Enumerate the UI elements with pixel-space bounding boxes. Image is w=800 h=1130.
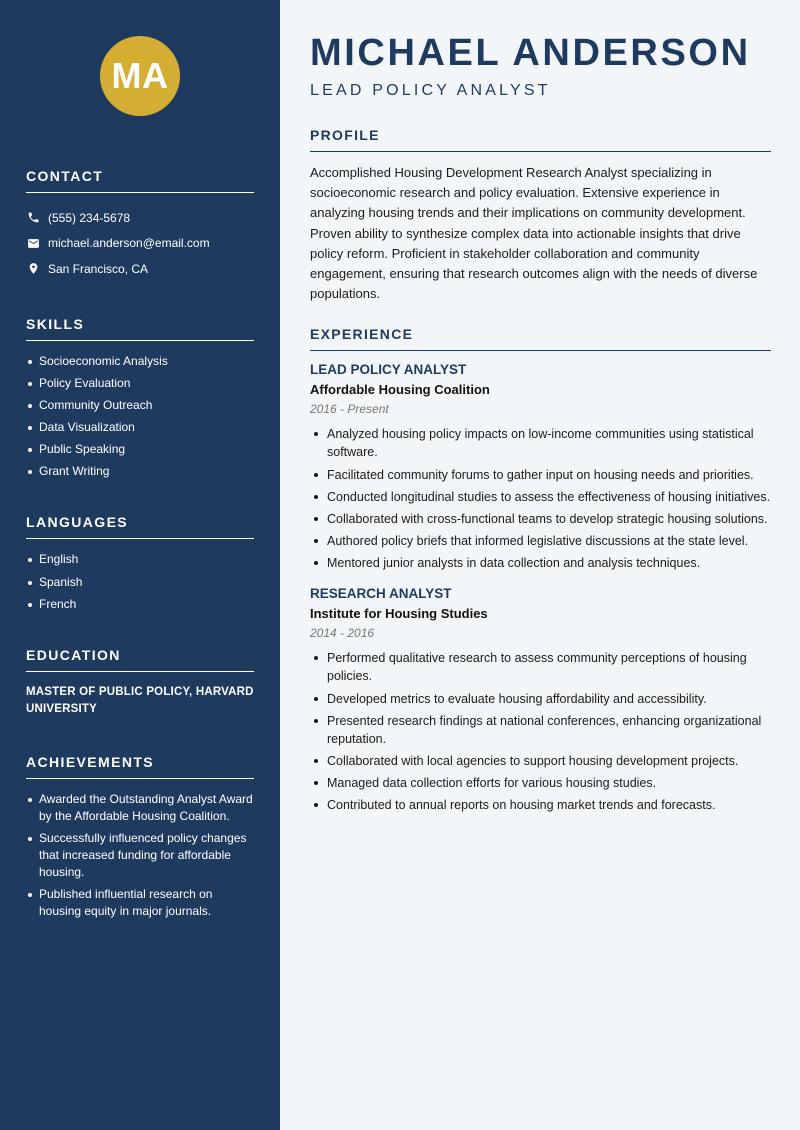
achievements-heading: ACHIEVEMENTS [26,754,254,779]
job-bullet: Facilitated community forums to gather input on housing needs and priorities. [310,466,771,484]
contact-heading: CONTACT [26,168,254,193]
profile-summary: Accomplished Housing Development Research Analyst specializing in socioeconomic research and policy evaluation. Extensive experience in analyzing housing trends and their implications on community development. Proven ability to synthesize complex data into actionable insights that drive policy reform. Proficient in stakeholder collaboration and community engagement, ensuring that research outcomes align with the needs of diverse populations. [310,165,758,302]
location-pin-icon [26,262,40,276]
education-degree: MASTER OF PUBLIC POLICY, HARVARD UNIVERSITY [26,685,254,715]
job-entry [310,586,771,814]
languages-heading: LANGUAGES [26,514,254,539]
job-dates: 2016 - Present [310,402,389,417]
job-bullet: Authored policy briefs that informed legislative discussions at the state level. [310,532,771,550]
contact-section [26,168,254,282]
contact-email[interactable] [26,231,254,257]
sidebar [0,0,280,1130]
skill-item: Data Visualization [26,419,254,436]
achievements-list [26,791,254,920]
contact-location [26,256,254,282]
profile-section [310,127,771,304]
job-title: RESEARCH ANALYST [310,586,452,602]
experience-section [310,326,771,814]
main-content [280,0,800,1130]
job-bullet: Managed data collection efforts for various housing studies. [310,774,771,792]
skills-list [26,353,254,481]
job-bullet: Developed metrics to evaluate housing affordability and accessibility. [310,690,771,708]
profile-heading: PROFILE [310,127,771,152]
contact-phone[interactable] [26,205,254,231]
education-heading: EDUCATION [26,647,254,672]
job-bullet: Contributed to annual reports on housing market trends and forecasts. [310,796,771,814]
achievements-section [26,754,254,920]
skills-heading: SKILLS [26,316,254,341]
job-bullet: Conducted longitudinal studies to assess the effectiveness of housing initiatives. [310,488,771,506]
contact-email-text: michael.anderson@email.com [48,236,210,251]
candidate-title: LEAD POLICY ANALYST [310,82,551,99]
job-bullet: Collaborated with cross-functional teams to develop strategic housing solutions. [310,510,771,528]
skill-item: Policy Evaluation [26,375,254,392]
language-item: English [26,551,254,568]
achievement-item: Successfully influenced policy changes that increased funding for affordable housing. [26,830,254,881]
skill-item: Socioeconomic Analysis [26,353,254,370]
contact-phone-text: (555) 234-5678 [48,210,131,225]
achievement-item: Published influential research on housing equity in major journals. [26,886,254,920]
contact-location-text: San Francisco, CA [48,261,149,276]
languages-list [26,551,254,612]
job-bullets [310,425,771,572]
skill-item: Community Outreach [26,397,254,414]
skills-section [26,316,254,481]
job-company: Institute for Housing Studies [310,606,488,622]
job-bullet: Collaborated with local agencies to support housing development projects. [310,752,771,770]
achievement-item: Awarded the Outstanding Analyst Award by the Affordable Housing Coalition. [26,791,254,825]
languages-section [26,514,254,612]
skill-item: Grant Writing [26,463,254,480]
job-bullet: Mentored junior analysts in data collection and analysis techniques. [310,554,771,572]
job-bullet: Analyzed housing policy impacts on low-income communities using statistical software. [310,425,771,461]
contact-list [26,205,254,282]
candidate-name: MICHAEL ANDERSON [310,32,751,74]
job-dates: 2014 - 2016 [310,626,375,641]
job-bullet: Performed qualitative research to assess community perceptions of housing policies. [310,649,771,685]
language-item: French [26,596,254,613]
job-bullets [310,649,771,814]
education-section [26,647,254,718]
email-icon [26,236,40,250]
experience-heading: EXPERIENCE [310,326,771,351]
avatar: MA [100,36,180,116]
skill-item: Public Speaking [26,441,254,458]
job-entry [310,362,771,572]
job-bullet: Presented research findings at national conferences, enhancing organizational reputation. [310,712,771,748]
job-company: Affordable Housing Coalition [310,382,490,398]
job-title: LEAD POLICY ANALYST [310,362,467,378]
phone-icon [26,211,40,225]
language-item: Spanish [26,574,254,591]
